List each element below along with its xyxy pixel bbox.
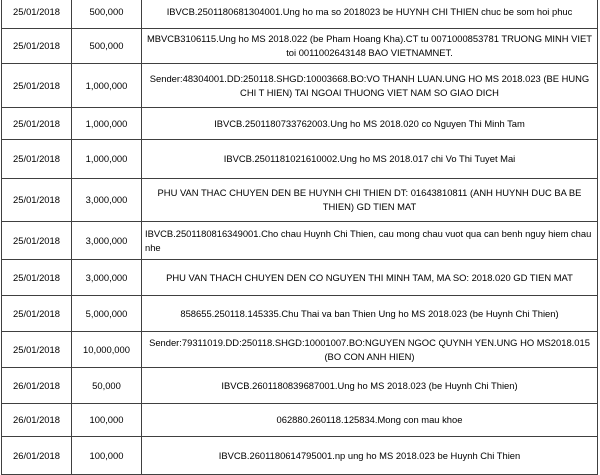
table-row [2,368,598,404]
amount-cell: 1,000,000 [72,140,142,179]
date-cell: 25/01/2018 [2,29,72,64]
amount-cell: 50,000 [72,368,142,404]
table-row [2,108,598,140]
amount-cell: 1,000,000 [72,64,142,108]
amount-cell: 100,000 [72,437,142,475]
amount-cell: 500,000 [72,0,142,29]
date-cell: 25/01/2018 [2,140,72,179]
amount-cell: 10,000,000 [72,332,142,368]
description-cell: PHU VAN THACH CHUYEN DEN CO NGUYEN THI MINH TAM, MA SO: 2018.020 GD TIEN MAT [142,260,598,296]
description-cell: PHU VAN THAC CHUYEN DEN BE HUYNH CHI THIEN DT: 01643810811 (ANH HUYNH DUC BA BE THIEN) GD TIEN MAT [142,179,598,222]
description-cell: 062880.260118.125834.Mong con mau khoe [142,404,598,437]
description-cell: IBVCB.2501180816349001.Cho chau Huynh Chi Thien, cau mong chau vuot qua can benh nguy hiem chau nhe [142,222,598,260]
description-cell: IBVCB.2601180839687001.Ung ho MS 2018.023 (be Huynh Chi Thien) [142,368,598,404]
description-cell: Sender:79311019.DD:250118.SHGD:10001007.BO:NGUYEN NGOC QUYNH YEN.UNG HO MS2018.015 (BO CON ANH HIEN) [142,332,598,368]
amount-cell: 500,000 [72,29,142,64]
table-row [2,64,598,108]
amount-cell: 3,000,000 [72,222,142,260]
date-cell: 25/01/2018 [2,179,72,222]
amount-cell: 5,000,000 [72,296,142,332]
date-cell: 25/01/2018 [2,0,72,29]
table-row [2,0,598,29]
date-cell: 25/01/2018 [2,64,72,108]
description-cell: 858655.250118.145335.Chu Thai va ban Thien Ung ho MS 2018.023 (be Huynh Chi Thien) [142,296,598,332]
table-row [2,29,598,64]
amount-cell: 100,000 [72,404,142,437]
date-cell: 26/01/2018 [2,368,72,404]
table-row [2,437,598,475]
table-row [2,332,598,368]
donation-ledger-table [1,0,598,475]
table-row [2,222,598,260]
description-cell: IBVCB.2501181021610002.Ung ho MS 2018.017 chi Vo Thi Tuyet Mai [142,140,598,179]
table-row [2,140,598,179]
table-row [2,260,598,296]
description-cell: MBVCB3106115.Ung ho MS 2018.022 (be Pham Hoang Kha).CT tu 0071000853781 TRUONG MINH VIET toi 0011002643148 BAO VIETNAMNET. [142,29,598,64]
date-cell: 25/01/2018 [2,296,72,332]
date-cell: 26/01/2018 [2,437,72,475]
table-row [2,296,598,332]
amount-cell: 3,000,000 [72,179,142,222]
amount-cell: 3,000,000 [72,260,142,296]
date-cell: 25/01/2018 [2,108,72,140]
table-row [2,404,598,437]
description-cell: Sender:48304001.DD:250118.SHGD:10003668.BO:VO THANH LUAN.UNG HO MS 2018.023 (BE HUNG CHI T HIEN) TAI NGOAI THUONG VIET NAM SO GIAO DICH [142,64,598,108]
date-cell: 25/01/2018 [2,222,72,260]
amount-cell: 1,000,000 [72,108,142,140]
date-cell: 26/01/2018 [2,404,72,437]
date-cell: 25/01/2018 [2,332,72,368]
description-cell: IBVCB.2501180733762003.Ung ho MS 2018.020 co Nguyen Thi Minh Tam [142,108,598,140]
date-cell: 25/01/2018 [2,260,72,296]
description-cell: IBVCB.2501180681304001.Ung ho ma so 2018023 be HUYNH CHI THIEN chuc be som hoi phuc [142,0,598,29]
description-cell: IBVCB.2601180614795001.np ung ho MS 2018.023 be Huynh Chi Thien [142,437,598,475]
table-row [2,179,598,222]
